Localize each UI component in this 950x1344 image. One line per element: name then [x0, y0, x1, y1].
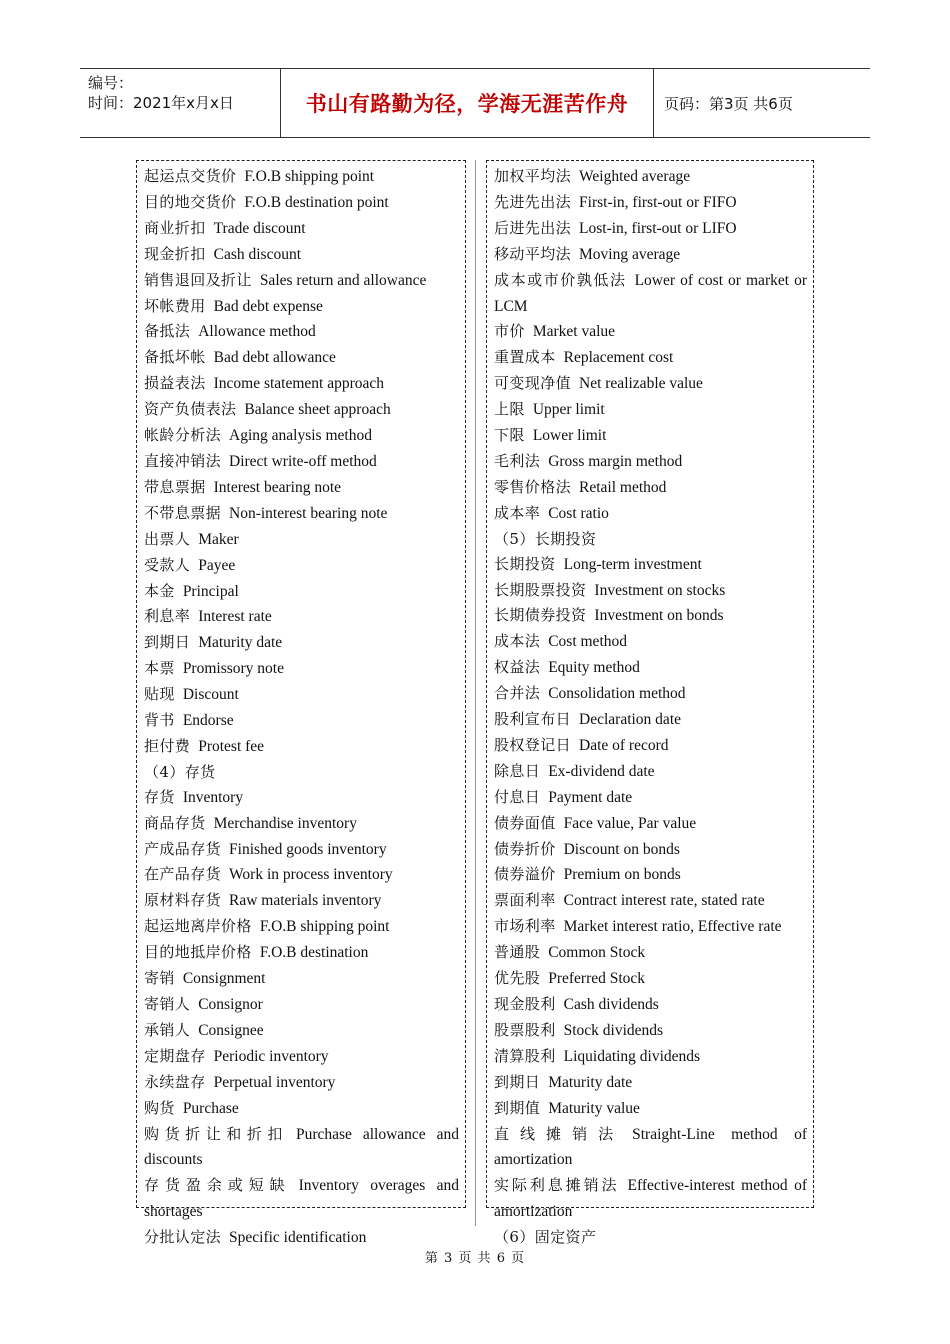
term-chinese: 分批认定法: [144, 1228, 222, 1247]
term-english: Consignment: [182, 970, 266, 988]
term-english: Long-term investment: [563, 555, 702, 573]
glossary-entry: [494, 190, 807, 216]
glossary-entry: [144, 1122, 459, 1174]
glossary-column-left: [136, 160, 466, 1247]
term-english: Lost-in, first-out or LIFO: [579, 219, 737, 237]
term-english: F.O.B shipping point: [244, 168, 375, 185]
term-chinese: 存货: [144, 787, 175, 806]
term-english: Promissory note: [182, 660, 284, 678]
footer-page-number: 第 3 页 共 6 页: [424, 1251, 526, 1266]
term-chinese: 起运点交货价: [144, 167, 237, 185]
term-chinese: 除息日: [494, 761, 541, 780]
term-chinese: 下限: [494, 426, 525, 445]
term-english: Stock dividends: [563, 1021, 664, 1039]
term-chinese: 股权登记日: [494, 735, 572, 754]
glossary-entry: [144, 423, 459, 449]
term-english: Weighted average: [579, 168, 691, 185]
term-english: Sales return and allowance: [259, 271, 427, 289]
term-chinese: 市价: [494, 322, 525, 341]
glossary-entry: [494, 449, 807, 475]
term-chinese: 拒付费: [144, 736, 191, 755]
term-chinese: 本金: [144, 581, 175, 600]
glossary-entry: [494, 733, 807, 759]
term-english: Work in process inventory: [229, 866, 393, 884]
glossary-entry: [144, 1018, 459, 1044]
page-header: [80, 68, 870, 138]
term-english: Common Stock: [548, 944, 646, 962]
term-chinese: （5）长期投资: [494, 529, 597, 548]
term-english: Liquidating dividends: [563, 1047, 701, 1065]
term-english: Payment date: [548, 788, 633, 806]
glossary-entry: [494, 914, 807, 940]
glossary-entry: [494, 345, 807, 371]
term-chinese: 原材料存货: [144, 891, 222, 910]
term-english: Interest rate: [198, 608, 272, 626]
column-divider: [475, 160, 476, 1226]
term-english: Effective-interest method of amortization: [494, 1177, 807, 1221]
term-chinese: 上限: [494, 400, 525, 419]
term-english: Moving average: [579, 245, 681, 263]
glossary-entry: [494, 992, 807, 1018]
glossary-entry: [144, 630, 459, 656]
term-english: Net realizable value: [579, 375, 703, 393]
glossary-entry: [494, 578, 807, 604]
glossary-entry: [144, 397, 459, 423]
term-english: Perpetual inventory: [213, 1073, 336, 1091]
term-english: Balance sheet approach: [244, 401, 391, 419]
term-chinese: 先进先出法: [494, 192, 572, 211]
glossary-entry: [144, 940, 459, 966]
term-chinese: 重置成本: [494, 348, 556, 367]
glossary-entry: [144, 734, 459, 760]
term-english: Protest fee: [198, 737, 265, 755]
glossary-entry: [494, 1122, 807, 1174]
glossary-entry: [144, 760, 459, 785]
term-chinese: 成本或市价孰低法: [494, 270, 627, 289]
term-english: Maturity date: [548, 1073, 633, 1091]
term-english: Date of record: [579, 736, 669, 754]
glossary-entry: [144, 268, 459, 294]
term-chinese: 现金折扣: [144, 244, 206, 263]
term-chinese: 优先股: [494, 969, 541, 988]
term-chinese: 购货: [144, 1098, 175, 1117]
term-chinese: 带息票据: [144, 477, 206, 496]
term-chinese: 成本率: [494, 503, 541, 522]
glossary-entry: [144, 656, 459, 682]
glossary-entry: [494, 242, 807, 268]
term-chinese: 清算股利: [494, 1046, 556, 1065]
term-english: F.O.B destination point: [244, 193, 389, 211]
term-english: Income statement approach: [213, 375, 385, 393]
glossary-entry: [144, 1173, 459, 1225]
glossary-entry: [144, 914, 459, 940]
term-chinese: 现金股利: [494, 995, 556, 1013]
term-english: Investment on stocks: [594, 581, 726, 599]
term-english: Inventory overages and shortages: [144, 1177, 459, 1221]
glossary-entry: [144, 682, 459, 708]
glossary-entry: [144, 190, 459, 216]
term-chinese: 购货折让和折扣: [144, 1124, 288, 1143]
term-chinese: 本票: [144, 659, 175, 678]
term-chinese: 销售退回及折让: [144, 270, 252, 289]
term-chinese: 加权平均法: [494, 167, 572, 185]
glossary-entry: [494, 268, 807, 320]
glossary-entry: [144, 1070, 459, 1096]
glossary-entry: [494, 811, 807, 837]
term-chinese: 出票人: [144, 529, 191, 548]
term-chinese: 票面利率: [494, 891, 556, 910]
glossary-entry: [144, 785, 459, 811]
term-english: Ex-dividend date: [548, 762, 655, 780]
glossary-entry: [494, 966, 807, 992]
term-english: Allowance method: [198, 323, 316, 341]
term-chinese: 贴现: [144, 685, 175, 704]
term-chinese: 到期日: [144, 633, 191, 652]
term-english: Retail method: [579, 478, 667, 496]
glossary-entry: [144, 837, 459, 863]
document-date-label: 时间：2021年x月x日: [88, 94, 234, 112]
term-english: Cash discount: [213, 245, 302, 263]
term-chinese: 长期投资: [494, 554, 556, 573]
term-chinese: 商业折扣: [144, 218, 206, 237]
term-chinese: 后进先出法: [494, 218, 572, 237]
motto-text: 书山有路勤为径，学海无涯苦作舟: [305, 92, 629, 116]
term-chinese: 长期股票投资: [494, 580, 587, 599]
term-english: Market value: [532, 323, 616, 341]
glossary-entry: [494, 164, 807, 190]
term-english: Consignee: [198, 1021, 264, 1039]
term-chinese: 起运地离岸价格: [144, 917, 252, 936]
term-chinese: （6）固定资产: [494, 1228, 597, 1247]
term-english: Maturity value: [548, 1099, 640, 1117]
term-chinese: 到期值: [494, 1098, 541, 1117]
term-chinese: 可变现净值: [494, 374, 572, 393]
glossary-entry: [144, 527, 459, 553]
glossary-entry: [494, 1096, 807, 1122]
term-chinese: 资产负债表法: [144, 400, 237, 419]
term-chinese: 债券折价: [494, 839, 556, 858]
term-english: Cash dividends: [563, 996, 659, 1013]
term-chinese: 利息率: [144, 607, 191, 626]
header-meta: [80, 69, 281, 137]
term-english: Contract interest rate, stated rate: [563, 892, 765, 910]
term-chinese: 目的地交货价: [144, 192, 237, 211]
glossary-entry: [494, 655, 807, 681]
document-number-label: 编号：: [88, 74, 134, 92]
glossary-entry: [144, 164, 459, 190]
term-english: Payee: [198, 556, 236, 574]
glossary-entry: [494, 371, 807, 397]
term-chinese: （4）存货: [144, 762, 216, 781]
term-english: Interest bearing note: [213, 478, 341, 496]
glossary-entry: [144, 862, 459, 888]
glossary-entry: [144, 216, 459, 242]
glossary-entry: [144, 811, 459, 837]
page-indicator: 页码：第3页 共6页: [664, 94, 793, 113]
glossary-entry: [494, 862, 807, 888]
glossary-entry: [494, 785, 807, 811]
term-chinese: 债券面值: [494, 813, 556, 832]
header-motto-cell: [281, 69, 654, 137]
term-english: Bad debt expense: [213, 297, 323, 315]
glossary-entry: [494, 423, 807, 449]
term-chinese: 到期日: [494, 1072, 541, 1091]
glossary-entry: [144, 1044, 459, 1070]
page-footer: [0, 1247, 950, 1266]
glossary-entry: [144, 553, 459, 579]
term-chinese: 付息日: [494, 787, 541, 806]
term-english: Gross margin method: [548, 452, 683, 470]
glossary-entry: [494, 527, 807, 552]
glossary-entry: [494, 837, 807, 863]
term-english: Discount on bonds: [563, 840, 680, 858]
term-english: Cost method: [548, 633, 627, 651]
term-english: Consolidation method: [548, 685, 686, 703]
term-chinese: 坏帐费用: [144, 296, 206, 315]
glossary-entry: [494, 319, 807, 345]
term-chinese: 承销人: [144, 1020, 191, 1039]
glossary-column-right: [486, 160, 814, 1247]
glossary-entry: [144, 294, 459, 320]
glossary-entry: [494, 1173, 807, 1225]
term-chinese: 零售价格法: [494, 477, 572, 496]
term-english: Market interest ratio, Effective rate: [563, 918, 782, 936]
glossary-entry: [144, 708, 459, 734]
term-english: Finished goods inventory: [229, 840, 387, 858]
term-english: Maker: [198, 530, 239, 548]
term-chinese: 直接冲销法: [144, 451, 222, 470]
term-chinese: 直线摊销法: [494, 1124, 625, 1143]
term-english: Specific identification: [229, 1229, 367, 1247]
term-english: Raw materials inventory: [229, 892, 382, 910]
term-english: Inventory: [182, 788, 244, 806]
term-english: Preferred Stock: [548, 970, 646, 988]
glossary-entry: [494, 759, 807, 785]
term-chinese: 债券溢价: [494, 865, 556, 884]
glossary-entry: [494, 501, 807, 527]
glossary-entry: [494, 888, 807, 914]
term-english: First-in, first-out or FIFO: [579, 193, 737, 211]
term-chinese: 存货盈余或短缺: [144, 1176, 291, 1195]
glossary-entry: [144, 242, 459, 268]
glossary-entry: [144, 888, 459, 914]
glossary-entry: [144, 966, 459, 992]
term-english: Trade discount: [213, 219, 306, 237]
glossary-entry: [494, 1044, 807, 1070]
glossary-entry: [494, 940, 807, 966]
glossary-entry: [494, 707, 807, 733]
term-chinese: 备抵法: [144, 322, 191, 341]
term-english: Maturity date: [198, 634, 283, 652]
term-english: Face value, Par value: [563, 814, 697, 832]
term-english: Bad debt allowance: [213, 349, 336, 367]
term-english: Principal: [182, 582, 239, 600]
glossary-entry: [144, 319, 459, 345]
glossary-entry: [494, 475, 807, 501]
glossary-entry: [144, 579, 459, 605]
term-english: Non-interest bearing note: [229, 504, 388, 522]
term-chinese: 权益法: [494, 658, 541, 677]
glossary-entry: [144, 475, 459, 501]
term-chinese: 股利宣布日: [494, 710, 572, 729]
term-english: Lower limit: [532, 427, 607, 445]
term-chinese: 背书: [144, 711, 175, 730]
glossary-entry: [494, 603, 807, 629]
glossary-entry: [494, 216, 807, 242]
term-english: Lower of cost or market or LCM: [494, 271, 807, 315]
term-chinese: 定期盘存: [144, 1046, 206, 1065]
term-english: Consignor: [198, 996, 263, 1013]
term-english: Cost ratio: [548, 504, 609, 522]
glossary-entry: [144, 992, 459, 1018]
term-english: Equity method: [548, 659, 640, 677]
glossary-entry: [144, 449, 459, 475]
term-chinese: 不带息票据: [144, 503, 222, 522]
glossary-entry: [494, 1070, 807, 1096]
term-chinese: 市场利率: [494, 917, 556, 936]
term-chinese: 股票股利: [494, 1020, 556, 1039]
term-chinese: 在产品存货: [144, 865, 222, 884]
header-page-cell: [654, 69, 870, 137]
glossary-entry: [144, 501, 459, 527]
term-english: Premium on bonds: [563, 866, 681, 884]
glossary-entry: [144, 1096, 459, 1122]
term-english: F.O.B destination: [259, 944, 369, 962]
term-english: Endorse: [182, 712, 234, 730]
glossary-entry: [494, 629, 807, 655]
glossary-entry: [144, 345, 459, 371]
glossary-entry: [494, 552, 807, 578]
term-english: Investment on bonds: [594, 607, 724, 625]
term-chinese: 寄销: [144, 969, 175, 988]
term-chinese: 长期债券投资: [494, 606, 587, 625]
term-chinese: 普通股: [494, 943, 541, 962]
term-chinese: 损益表法: [144, 374, 206, 393]
glossary-entry: [494, 681, 807, 707]
glossary-entry: [144, 604, 459, 630]
term-chinese: 备抵坏帐: [144, 348, 206, 367]
glossary-entry: [494, 1018, 807, 1044]
term-chinese: 帐龄分析法: [144, 426, 222, 445]
term-chinese: 目的地抵岸价格: [144, 943, 252, 962]
term-english: Upper limit: [532, 401, 605, 419]
term-chinese: 毛利法: [494, 451, 541, 470]
term-chinese: 成本法: [494, 632, 541, 651]
term-chinese: 永续盘存: [144, 1072, 206, 1091]
term-chinese: 受款人: [144, 555, 191, 574]
term-chinese: 实际利息摊销法: [494, 1176, 620, 1195]
glossary-entry: [494, 397, 807, 423]
glossary-entry: [144, 371, 459, 397]
term-chinese: 寄销人: [144, 995, 191, 1013]
term-chinese: 移动平均法: [494, 244, 572, 263]
term-chinese: 合并法: [494, 684, 541, 703]
term-english: Discount: [182, 686, 239, 704]
term-english: Purchase allowance and discounts: [144, 1125, 459, 1169]
term-english: Merchandise inventory: [213, 814, 357, 832]
term-english: Periodic inventory: [213, 1047, 329, 1065]
term-english: Replacement cost: [563, 349, 674, 367]
term-english: Declaration date: [579, 711, 681, 729]
term-english: Purchase: [182, 1099, 239, 1117]
term-english: Aging analysis method: [229, 427, 372, 445]
term-chinese: 产成品存货: [144, 839, 222, 858]
term-chinese: 商品存货: [144, 813, 206, 832]
term-english: F.O.B shipping point: [259, 918, 390, 936]
term-english: Straight-Line method of amortization: [494, 1125, 807, 1169]
term-english: Direct write-off method: [229, 452, 377, 470]
